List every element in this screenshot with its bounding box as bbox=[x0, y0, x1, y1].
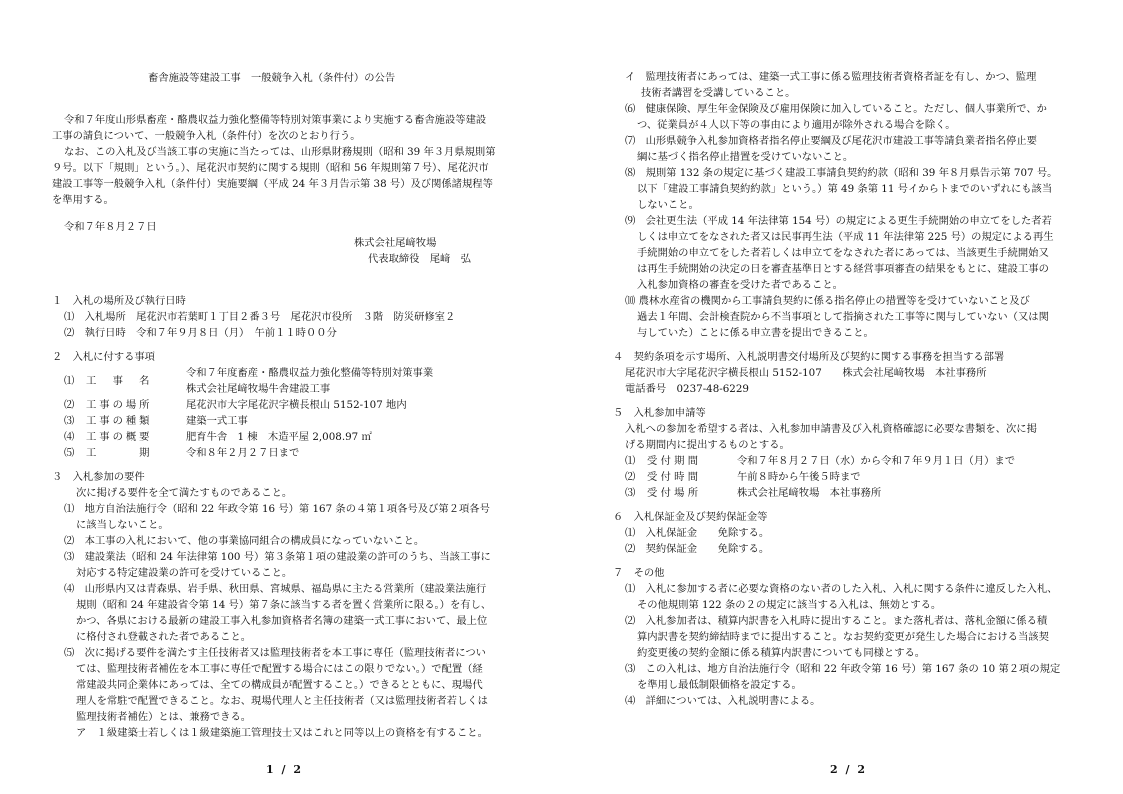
section-line: ⑵ 入札参加者は、積算内訳書を入札時に提出すること。また落札者は、落札金額に係る積 bbox=[625, 615, 1048, 627]
intro-line: なお、この入札及び当該工事の実施に当たっては、山形県財務規則（昭和 39 年３月県規則第 bbox=[64, 146, 496, 158]
section-line: ⑴ 入札に参加する者に必要な資格のない者のした入札、入札に関する条件に違反した入札、 bbox=[625, 583, 1058, 595]
section-line: に格付され登載された者であること。 bbox=[76, 631, 252, 643]
section-line: 算内訳書を契約締結時までに提出すること。なお契約変更が発生した場合における当該契 bbox=[637, 631, 1049, 643]
section-line: ⑼ 会社更生法（平成 14 年法律第 154 号）の規定による更生手続開始の申立てをした者若 bbox=[625, 215, 1052, 227]
section-line: 技術者講習を受講していること。 bbox=[641, 87, 796, 99]
intro-line: ９号。以下「規則」という。）、尾花沢市契約に関する規則（昭和 56 年規則第７号）、尾花沢市 bbox=[52, 162, 489, 174]
page-number: 2 / 2 bbox=[830, 763, 867, 776]
section-line: 尾花沢市大字尾花沢字横長根山 5152-107 株式会社尾﨑牧場 本社事務所 bbox=[625, 367, 987, 379]
company-name: 株式会社尾﨑牧場 bbox=[354, 237, 437, 249]
section-line: 綱に基づく指名停止措置を受けていないこと。 bbox=[637, 151, 854, 163]
section-line: ⑸ 次に掲げる要件を満たす主任技術者又は監理技術者を本工事に専任（監理技術者につい bbox=[64, 647, 486, 659]
section-line: しくは申立てをなされた者又は民事再生法（平成 11 年法律第 225 号）の規定による再生 bbox=[637, 231, 1054, 243]
section-heading: ２ 入札に付する事項 bbox=[52, 351, 155, 363]
notice-date: 令和７年８月２７日 bbox=[64, 221, 157, 233]
section-line: ⑵ 執行日時 令和７年９月８日（月） 午前１１時００分 bbox=[64, 327, 337, 339]
section-line: ⑵ 本工事の入札において、他の事業協同組合の構成員になっていないこと。 bbox=[64, 535, 425, 547]
section-line: は再生手続開始の決定の日を審査基準日とする経営事項審査の結果をもとに、建設工事の bbox=[637, 263, 1049, 275]
section-line: ⑴ 入札場所 尾花沢市若葉町１丁目２番３号 尾花沢市役所 ３階 防災研修室２ bbox=[64, 311, 456, 323]
section-heading: ６ 入札保証金及び契約保証金等 bbox=[613, 511, 768, 523]
spec-row: ⑴ 工 事 名 令和７年度畜産・酪農収益力強化整備等特別対策事業 株式会社尾﨑牧場牛舎建設工事 bbox=[64, 367, 434, 395]
section-line: ては、監理技術者補佐を本工事に専任で配置する場合にはこの限りでない。）で配置（経 bbox=[76, 663, 483, 675]
section-line: 以下「建設工事請負契約約款」という。）第 49 条第 11 号イからトまでのいずれにも該当 bbox=[637, 183, 1053, 195]
section-line: ⑷ 詳細については、入札説明書による。 bbox=[625, 695, 821, 707]
section-line: ⑷ 山形県内又は青森県、岩手県、秋田県、宮城県、福島県に主たる営業所（建設業法施行 bbox=[64, 583, 487, 595]
section-line: ⑴ 地方自治法施行令（昭和 22 年政令第 16 号）第 167 条の４第１項各号及び第２項各号 bbox=[64, 503, 490, 515]
section-line: つ、従業員が４人以下等の事由により適用が除外される場合を除く。 bbox=[637, 119, 956, 131]
section-line: に該当しないこと。 bbox=[76, 519, 169, 531]
section-line: 常建設共同企業体にあっては、全ての構成員が配置すること。）できるとともに、現場代 bbox=[76, 679, 483, 691]
section-line: 理人を常駐で配置できること。なお、現場代理人と主任技術者（又は監理技術者若しくは bbox=[76, 695, 488, 707]
section-line: 過去１年間、会計検査院から不当事項として指摘された工事等に関与していない（又は関 bbox=[637, 311, 1049, 323]
intro-line: 令和７年度山形県畜産・酪農収益力強化整備等特別対策事業により実施する畜舎施設等建設 bbox=[64, 114, 487, 126]
section-line: しないこと。 bbox=[637, 199, 699, 211]
section-line: 電話番号 0237-48-6229 bbox=[625, 383, 749, 395]
section-line: その他規則第 122 条の２の規定に該当する入札は、無効とする。 bbox=[637, 599, 942, 611]
section-heading: １ 入札の場所及び執行日時 bbox=[52, 295, 186, 307]
section-line: を準用し最低制限価格を設定する。 bbox=[637, 679, 802, 691]
section-line: 入札への参加を希望する者は、入札参加申請書及び入札資格確認に必要な書類を、次に掲 bbox=[625, 423, 1037, 435]
page-1: 畜舎施設等建設工事 一般競争入札（条件付）の公告 令和７年度山形県畜産・酪農収益力強化整備等特別対策事業により実施する畜舎施設等建設 工事の請負について、一般競争入札（条件付）を次のとおり行う。 なお、この入札及び当該工事の実施に当たっては、山形県財務規則（昭和 39 年３月県規則第 ９号。以下「規則」という。）、尾花沢市契約に関する規則（昭和 56 年規則第７号）、尾花沢市 建設工事等一般競争入札（条件付）実施要綱（平成 24 年３月告示第 38 号）及び関係諸規程等 を準用する。 令和７年８月２７日 株式会社尾﨑牧場 代表取締役 尾﨑 弘 １ 入札の場所及び執行日時 ⑴ 入札場所 尾花沢市若葉町１丁目２番３号 尾花沢市役所 ３階 防災研修室２ ⑵ 執行日時 令和７年９月８日（月） 午前１１時００分 ２ 入札に付する事項 ⑴ 工 事 名 令和７年度畜産・酪農収益力強化整備等特別対策事業 株式会社尾﨑牧場牛舎建設工事 ⑵ 工事の場所 尾花沢市大字尾花沢字横長根山 5152-107 地内 ⑶ 工事の種類 建築一式工事 ⑷ 工事の概要 肥育牛舎 1 棟 木造平屋 2,008.97 ㎡ ⑸ 工 期 令和８年２月２７日まで ３ 入札参加の要件 次に掲げる要件を全て満たすものであること。 ⑴ 地方自治法施行令（昭和 22 年政令第 16 号）第 167 条の４第１項各号及び第２項各号 に該当しないこと。 ⑵ 本工事の入札において、他の事業協同組合の構成員になっていないこと。 ⑶ 建設業法（昭和 24 年法律第 100 号）第３条第１項の建設業の許可のうち、当該工事に 対応する特定建設業の許可を受けていること。 ⑷ 山形県内又は青森県、岩手県、秋田県、宮城県、福島県に主たる営業所（建設業法施行 規則（昭和 24 年建設省令第 14 号）第７条に該当する者を置く営業所に限る。）を有し、 かつ、各県における最新の建設工事入札参加資格者名簿の建築一式工事において、最上位 に格付され登載された者であること。 ⑸ 次に掲げる要件を満たす主任技術者又は監理技術者を本工事に専任（監理技術者につい ては、監理技術者補佐を本工事に専任で配置する場合にはこの限りでない。）で配置（経 常建設共同企業体にあっては、全ての構成員が配置すること。）できるとともに、現場代 理人を常駐で配置できること。なお、現場代理人と主任技術者（又は監理技術者若しくは 監理技術者補佐）とは、兼務できる。 ア １級建築士若しくは１級建築施工管理技士又はこれと同等以上の資格を有すること。 1 / 2 bbox=[0, 0, 561, 794]
section-line: 手続開始の申立てをした者若しくは申立てをなされた者にあっては、当該更生手続開始又 bbox=[637, 247, 1049, 259]
section-line: 約変更後の契約金額に係る積算内訳書についても同様とする。 bbox=[637, 647, 926, 659]
section-heading: ３ 入札参加の要件 bbox=[52, 471, 145, 483]
section-line: 次に掲げる要件を全て満たすものであること。 bbox=[76, 487, 293, 499]
section-line: 対応する特定建設業の許可を受けていること。 bbox=[76, 567, 293, 579]
intro-line: 工事の請負について、一般競争入札（条件付）を次のとおり行う。 bbox=[52, 130, 361, 142]
section-line: ⑹ 健康保険、厚生年金保険及び雇用保険に加入していること。ただし、個人事業所で、か bbox=[625, 103, 1047, 115]
section-line: ⑵ 契約保証金 免除する。 bbox=[625, 543, 770, 555]
section-line: ⑶ 建設業法（昭和 24 年法律第 100 号）第３条第１項の建設業の許可のうち、当該工事に bbox=[64, 551, 491, 563]
section-line: 入札参加資格の審査を受けた者であること。 bbox=[637, 279, 843, 291]
intro-line: 建設工事等一般競争入札（条件付）実施要綱（平成 24 年３月告示第 38 号）及び関係諸規程等 bbox=[52, 178, 493, 190]
section-line: ⑶ この入札は、地方自治法施行令（昭和 22 年政令第 16 号）第 167 条の 10 第２項の規定 bbox=[625, 663, 1061, 675]
intro-line: を準用する。 bbox=[52, 194, 114, 206]
section-heading: ５ 入札参加申請等 bbox=[613, 407, 706, 419]
section-heading: ４ 契約条項を示す場所、入札説明書交付場所及び契約に関する事務を担当する部署 bbox=[613, 351, 1005, 363]
section-line: イ 監理技術者にあっては、建築一式工事に係る監理技術者資格者証を有し、かつ、監理 bbox=[625, 71, 1037, 83]
section-line: ア １級建築士若しくは１級建築施工管理技士又はこれと同等以上の資格を有すること。 bbox=[76, 727, 488, 739]
section-line: ⑺ 山形県競争入札参加資格者指名停止要綱及び尾花沢市建設工事等請負業者指名停止要 bbox=[625, 135, 1037, 147]
page-2: イ 監理技術者にあっては、建築一式工事に係る監理技術者資格者証を有し、かつ、監理 技術者講習を受講していること。 ⑹ 健康保険、厚生年金保険及び雇用保険に加入していること。ただし、個人事業所で、か つ、従業員が４人以下等の事由により適用が除外される場合を除く。 ⑺ 山形県競争入札参加資格者指名停止要綱及び尾花沢市建設工事等請負業者指名停止要 綱に基づく指名停止措置を受けていないこと。 ⑻ 規則第 132 条の規定に基づく建設工事請負契約約款（昭和 39 年８月県告示第 707 号。 以下「建設工事請負契約約款」という。）第 49 条第 11 号イからトまでのいずれにも該当 しないこと。 ⑼ 会社更生法（平成 14 年法律第 154 号）の規定による更生手続開始の申立てをした者若 しくは申立てをなされた者又は民事再生法（平成 11 年法律第 225 号）の規定による再生 手続開始の申立てをした者若しくは申立てをなされた者にあっては、当該更生手続開始又 は再生手続開始の決定の日を審査基準日とする経営事項審査の結果をもとに、建設工事の 入札参加資格の審査を受けた者であること。 ⑽ 農林水産省の機関から工事請負契約に係る指名停止の措置等を受けていないこと及び 過去１年間、会計検査院から不当事項として指摘された工事等に関与していない（又は関 与していた）ことに係る申立書を提出できること。 ４ 契約条項を示す場所、入札説明書交付場所及び契約に関する事務を担当する部署 尾花沢市大字尾花沢字横長根山 5152-107 株式会社尾﨑牧場 本社事務所 電話番号 0237-48-6229 ５ 入札参加申請等 入札への参加を希望する者は、入札参加申請書及び入札資格確認に必要な書類を、次に掲 げる期間内に提出するものとする。 ⑴ 受 付 期 間 令和７年８月２７日（水）から令和７年９月１日（月）まで ⑵ 受 付 時 間 午前８時から午後５時まで ⑶ 受 付 場 所 株式会社尾﨑牧場 本社事務所 ６ 入札保証金及び契約保証金等 ⑴ 入札保証金 免除する。 ⑵ 契約保証金 免除する。 ７ その他 ⑴ 入札に参加する者に必要な資格のない者のした入札、入札に関する条件に違反した入札、 その他規則第 122 条の２の規定に該当する入札は、無効とする。 ⑵ 入札参加者は、積算内訳書を入札時に提出すること。また落札者は、落札金額に係る積 算内訳書を契約締結時までに提出すること。なお契約変更が発生した場合における当該契 約変更後の契約金額に係る積算内訳書についても同様とする。 ⑶ この入札は、地方自治法施行令（昭和 22 年政令第 16 号）第 167 条の 10 第２項の規定 を準用し最低制限価格を設定する。 ⑷ 詳細については、入札説明書による。 2 / 2 bbox=[613, 71, 1061, 776]
section-line: 監理技術者補佐）とは、兼務できる。 bbox=[76, 711, 252, 723]
page-number: 1 / 2 bbox=[266, 763, 303, 776]
section-line: げる期間内に提出するものとする。 bbox=[625, 439, 790, 451]
section-line: 与していた）ことに係る申立書を提出できること。 bbox=[637, 327, 874, 339]
section-line: かつ、各県における最新の建設工事入札参加資格者名簿の建築一式工事において、最上位 bbox=[76, 615, 488, 627]
section-line: 規則（昭和 24 年建設省令第 14 号）第７条に該当する者を置く営業所に限る。）を有し、 bbox=[76, 599, 492, 611]
notice-title: 畜舎施設等建設工事 一般競争入札（条件付）の公告 bbox=[148, 72, 396, 84]
section-line: ⑴ 入札保証金 免除する。 bbox=[625, 527, 770, 539]
section-heading: ７ その他 bbox=[613, 567, 665, 579]
section-line: ⑻ 規則第 132 条の規定に基づく建設工事請負契約約款（昭和 39 年８月県告示第 707 号。 bbox=[625, 167, 1058, 179]
section-line: ⑽ 農林水産省の機関から工事請負契約に係る指名停止の措置等を受けていないこと及び bbox=[625, 295, 1030, 307]
representative: 代表取締役 尾﨑 弘 bbox=[368, 253, 471, 265]
